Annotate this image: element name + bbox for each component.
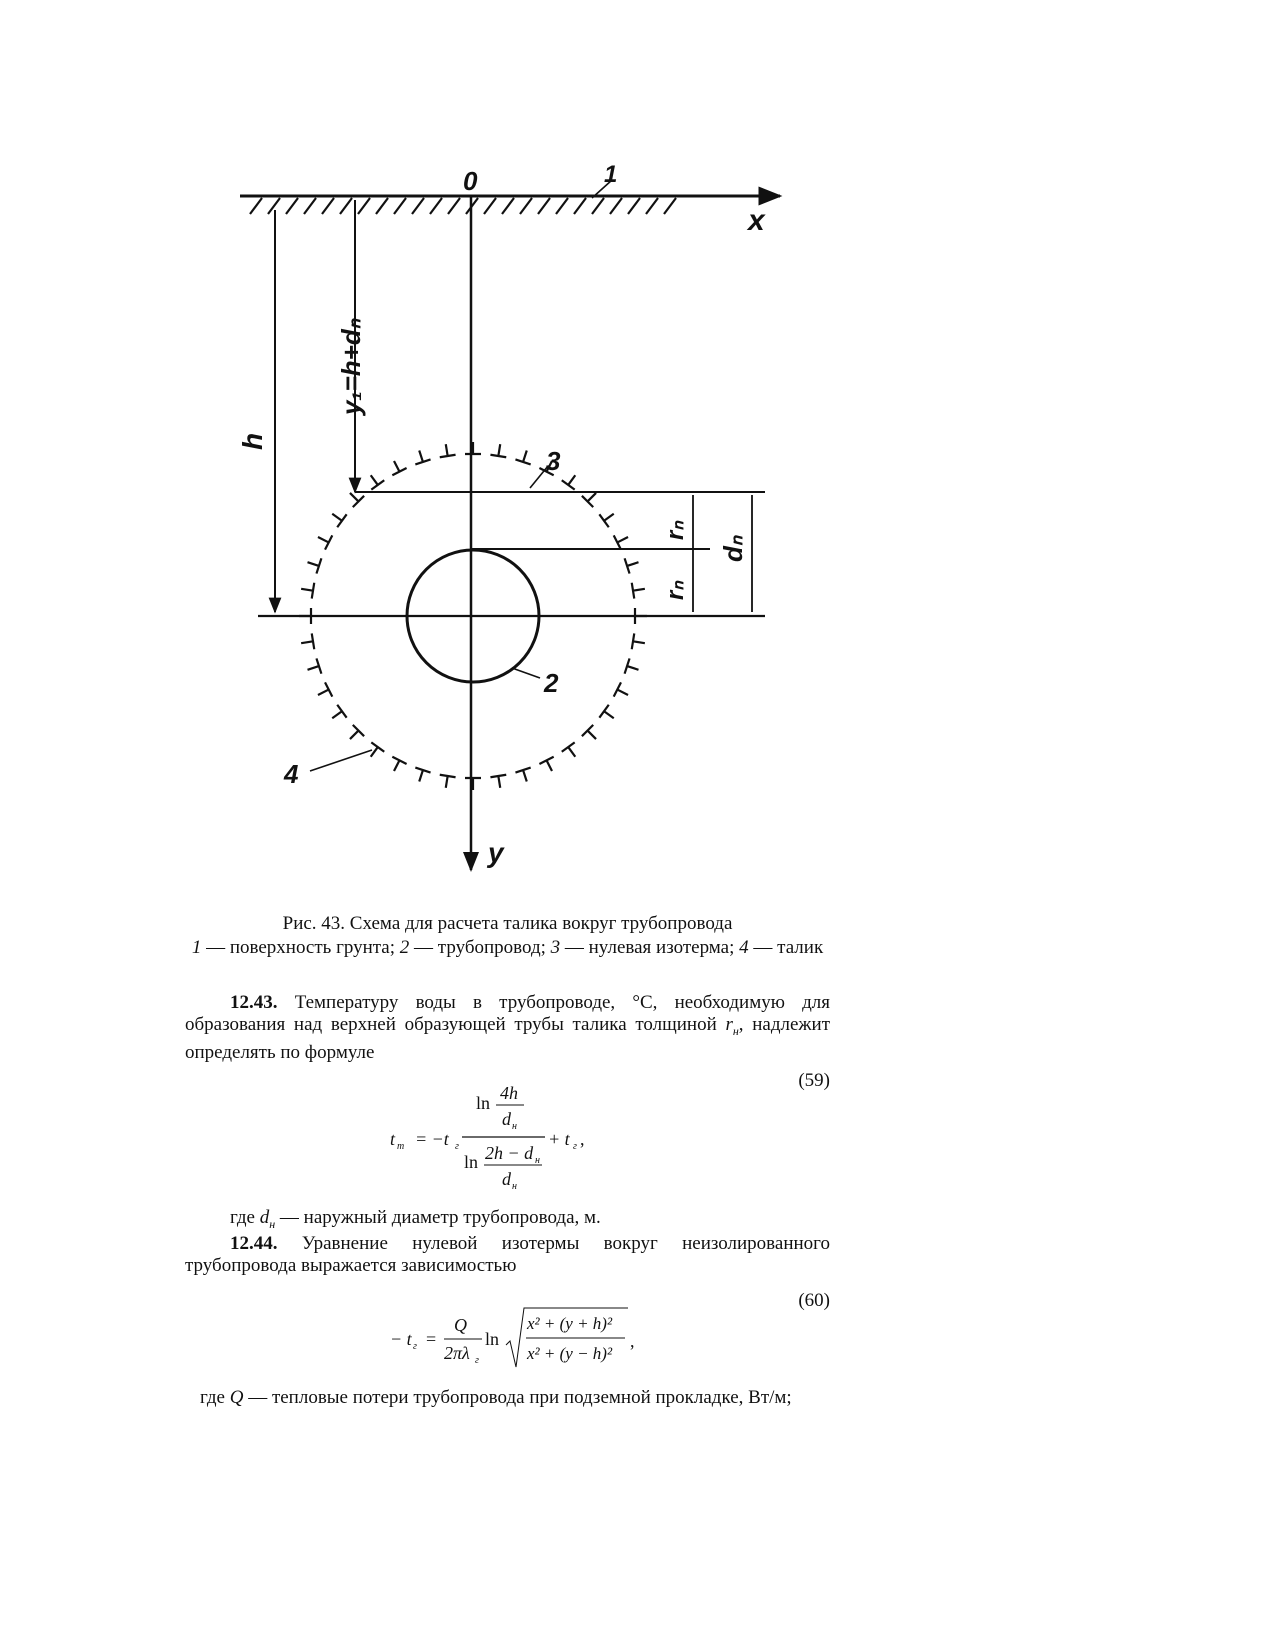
y-axis-label: y: [488, 837, 504, 868]
ground-hatching: [250, 198, 676, 214]
where-q-text: — тепловые потери трубопровода при подземной прокладке, Вт/м;: [243, 1387, 792, 1408]
talik-t-mark: [301, 583, 314, 599]
talik-t-mark: [614, 682, 628, 696]
where-q-prefix: где: [200, 1387, 230, 1408]
talik-t-mark: [582, 493, 596, 507]
hatch-stroke: [538, 198, 550, 214]
hatch-stroke: [664, 198, 676, 214]
talik-t-mark: [632, 633, 645, 649]
hatch-stroke: [448, 198, 460, 214]
r-label-upper: rₙ: [662, 521, 689, 540]
talik-t-mark: [490, 775, 506, 788]
talik-t-mark: [625, 558, 639, 573]
eq59-eq: = −t: [415, 1129, 449, 1149]
paragraph-12-43: [185, 992, 830, 1064]
talik-t-mark: [599, 514, 613, 528]
x-axis-label: x: [748, 204, 765, 237]
section-number: 12.44.: [230, 1233, 278, 1254]
legend-3-num: 3: [550, 937, 561, 958]
y1-label: y₁=h+dₙ: [336, 318, 366, 415]
origin-label: 0: [463, 166, 478, 196]
legend-3-text: — нулевая изотерма;: [560, 937, 740, 958]
eq59-ln-top: ln: [476, 1093, 491, 1113]
talik-t-mark: [301, 633, 314, 649]
equation-59-number: (59): [798, 1070, 830, 1091]
talik-t-mark: [635, 608, 647, 624]
figure-caption: [185, 912, 830, 960]
caption-title: Рис. 43. Схема для расчета талика вокруг трубопровода: [282, 913, 733, 934]
talik-t-mark: [562, 742, 576, 756]
legend-1-num: 1: [191, 937, 202, 958]
hatch-stroke: [520, 198, 532, 214]
hatch-stroke: [628, 198, 640, 214]
talik-t-mark: [392, 461, 406, 475]
talik-t-mark: [392, 757, 406, 771]
hatch-stroke: [412, 198, 424, 214]
talik-t-mark: [465, 442, 481, 454]
paragraph-text: Температуру воды в трубопроводе, °С, необходимую для образования над верхней образующей трубы талика толщиной: [185, 992, 830, 1035]
caption-legend: [185, 936, 830, 960]
hatch-stroke: [556, 198, 568, 214]
eq59-lhs: t: [390, 1129, 396, 1149]
callout-3-label: 3: [546, 446, 561, 476]
paragraph-text-end: , надлежит определять по формуле: [185, 1014, 830, 1063]
eq60-frac-num: Q: [454, 1315, 467, 1335]
talik-t-mark: [599, 705, 613, 719]
talik-t-mark: [490, 444, 506, 457]
talik-t-mark: [308, 658, 322, 673]
talik-t-mark: [332, 514, 346, 528]
talik-t-mark: [371, 475, 385, 489]
talik-t-mark: [415, 768, 430, 782]
paragraph-text: Уравнение нулевой изотермы вокруг неизолированного трубопровода выражается зависимостью: [185, 1233, 830, 1276]
eq60-root-den: x² + (y − h)²: [527, 1344, 613, 1363]
d-subscript: н: [269, 1216, 276, 1231]
hatch-stroke: [250, 198, 262, 214]
eq59-den-top-sub: н: [512, 1121, 517, 1132]
talik-t-mark: [371, 742, 385, 756]
d-label: dₙ: [718, 535, 748, 562]
section-number: 12.43.: [230, 992, 278, 1013]
eq60-eq: =: [426, 1329, 437, 1349]
talik-t-mark: [350, 725, 364, 739]
eq59-tail: + t: [548, 1129, 570, 1149]
legend-2-text: — трубопровод;: [409, 937, 551, 958]
legend-2-num: 2: [399, 937, 410, 958]
hatch-stroke: [322, 198, 334, 214]
talik-t-mark: [318, 682, 332, 696]
callout-4-leader: [310, 750, 372, 771]
talik-t-mark: [440, 775, 456, 788]
where-d-line: [185, 1207, 830, 1235]
hatch-stroke: [574, 198, 586, 214]
talik-t-mark: [562, 475, 576, 489]
hatch-stroke: [484, 198, 496, 214]
talik-t-mark: [299, 608, 311, 624]
talik-t-mark: [440, 444, 456, 457]
talik-t-mark: [625, 658, 639, 673]
equation-60-number: (60): [798, 1290, 830, 1311]
eq59-den-top: d: [502, 1109, 511, 1129]
legend-4-text: — талик: [748, 937, 824, 958]
q-variable: Q: [229, 1387, 244, 1408]
eq59-num-bottom-sub: н: [535, 1155, 540, 1166]
talik-t-mark: [350, 493, 364, 507]
talik-t-mark: [614, 535, 628, 549]
eq59-ln-bottom: ln: [464, 1152, 479, 1172]
callout-2-label: 2: [544, 668, 559, 698]
eq59-num-bottom: 2h − d: [485, 1143, 534, 1163]
talik-t-mark: [332, 705, 346, 719]
hatch-stroke: [592, 198, 604, 214]
talik-t-mark: [318, 535, 332, 549]
eq60-root-num: x² + (y + h)²: [527, 1314, 613, 1333]
talik-t-mark: [582, 725, 596, 739]
eq59-rhs-sub: г: [455, 1141, 459, 1152]
hatch-stroke: [376, 198, 388, 214]
eq59-tail-sub: г: [573, 1141, 577, 1152]
talik-t-mark: [465, 778, 481, 790]
r-subscript: н: [732, 1023, 739, 1038]
eq60-frac-den-sub: г: [475, 1355, 479, 1366]
callout-2-leader: [512, 668, 540, 678]
eq59-lhs-sub: т: [397, 1141, 405, 1152]
where-d-prefix: где: [230, 1207, 260, 1228]
h-label: h: [237, 432, 268, 450]
talik-t-mark: [539, 757, 553, 771]
paragraph-12-44: [185, 1233, 830, 1277]
talik-t-mark: [515, 451, 530, 465]
eq60-lhs: − t: [390, 1329, 412, 1349]
callout-1-label: 1: [604, 161, 618, 188]
r-variable: r: [725, 1014, 733, 1035]
hatch-stroke: [394, 198, 406, 214]
hatch-stroke: [304, 198, 316, 214]
equation-60: [390, 1305, 650, 1375]
hatch-stroke: [358, 198, 370, 214]
eq59-den-bottom-sub: н: [512, 1181, 517, 1192]
eq59-tail-comma: ,: [580, 1129, 585, 1149]
callout-4-label: 4: [284, 759, 299, 789]
r-label-lower: rₙ: [662, 581, 689, 600]
legend-1-text: — поверхность грунта;: [201, 937, 400, 958]
hatch-stroke: [646, 198, 658, 214]
eq60-frac-den: 2πλ: [444, 1343, 470, 1363]
eq60-lhs-sub: г: [413, 1341, 417, 1352]
eq59-num-top: 4h: [500, 1085, 518, 1103]
legend-4-num: 4: [739, 937, 749, 958]
eq60-ln: ln: [485, 1329, 500, 1349]
hatch-stroke: [502, 198, 514, 214]
eq60-tail: ,: [630, 1331, 635, 1351]
where-d-text: — наружный диаметр трубопровода, м.: [275, 1207, 601, 1228]
eq59-den-bottom: d: [502, 1169, 511, 1189]
d-variable: d: [259, 1207, 270, 1228]
talik-t-mark: [308, 558, 322, 573]
hatch-stroke: [286, 198, 298, 214]
hatch-stroke: [340, 198, 352, 214]
hatch-stroke: [610, 198, 622, 214]
talik-t-mark: [515, 768, 530, 782]
equation-59: [380, 1085, 600, 1195]
hatch-stroke: [430, 198, 442, 214]
where-q-line: [200, 1387, 830, 1409]
talik-t-mark: [415, 451, 430, 465]
talik-t-mark: [632, 583, 645, 599]
